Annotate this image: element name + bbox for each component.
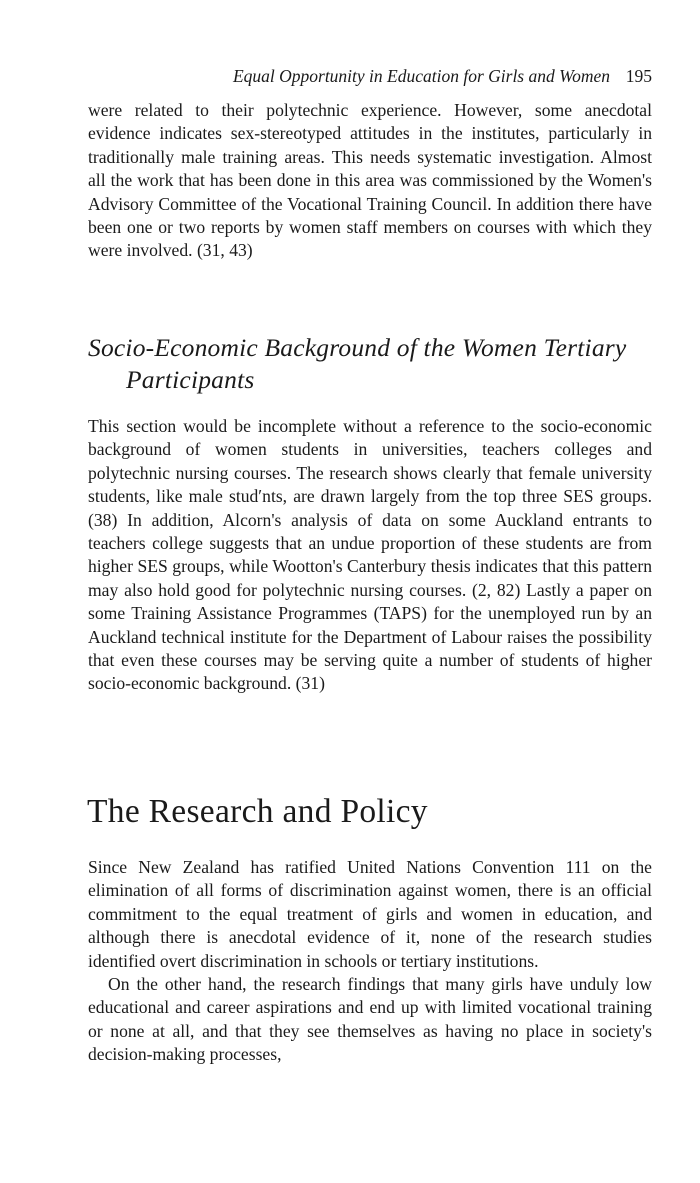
running-title: Equal Opportunity in Education for Girls and Women (232, 66, 610, 86)
socio-economic-paragraph: This section would be incomplete without a reference to the socio-economic background of women students in universities, teachers colleges and polytechnic nursing courses. The research shows clearly that female university students, like male stud′nts, are drawn largely from the top three SES groups. (38) In addition, Alcorn's analysis of data on some Auckland entrants to teachers college suggests that an undue proportion of these students are from higher SES groups, while Wootton's Canterbury thesis indicates that this pattern may also hold good for polytechnic nursing courses. (2, 82) Lastly a paper on some Training Assistance Programmes (TAPS) for the unemployed run by an Auckland technical institute for the Department of Labour raises the possibility that even these courses may be serving quite a number of students of higher socio-economic background. (31) (88, 416, 652, 694)
socio-economic-block (88, 415, 652, 696)
policy-block (88, 856, 652, 1067)
intro-block (88, 99, 652, 263)
policy-paragraph-1: Since New Zealand has ratified United Nations Convention 111 on the elimination of all forms of discrimination against women, there is an official commitment to the equal treatment of girls and women in education, and although there is anecdotal evidence of it, none of the research studies identified overt discrimination in schools or tertiary institutions. (88, 857, 652, 971)
policy-paragraph-2: On the other hand, the research findings that many girls have unduly low educational and career aspirations and end up with limited vocational training or none at all, and that they see themselves as having no place in society's decision-making processes, (88, 974, 652, 1065)
running-header (90, 66, 652, 88)
section-heading-research-and-policy: The Research and Policy (87, 793, 428, 830)
intro-paragraph: were related to their polytechnic experience. However, some anecdotal evidence indicates sex-stereotyped attitudes in the institutes, particularly in traditionally male training areas. This needs systematic investigation. Almost all the work that has been done in this area was commissioned by the Women's Advisory Committee of the Vocational Training Council. In addition there have been one or two reports by women staff members on courses with which they were involved. (31, 43) (88, 100, 652, 261)
page-number: 195 (625, 66, 652, 86)
section-heading-socio-economic: Socio-Economic Background of the Women Tertiary Participants (88, 333, 627, 394)
